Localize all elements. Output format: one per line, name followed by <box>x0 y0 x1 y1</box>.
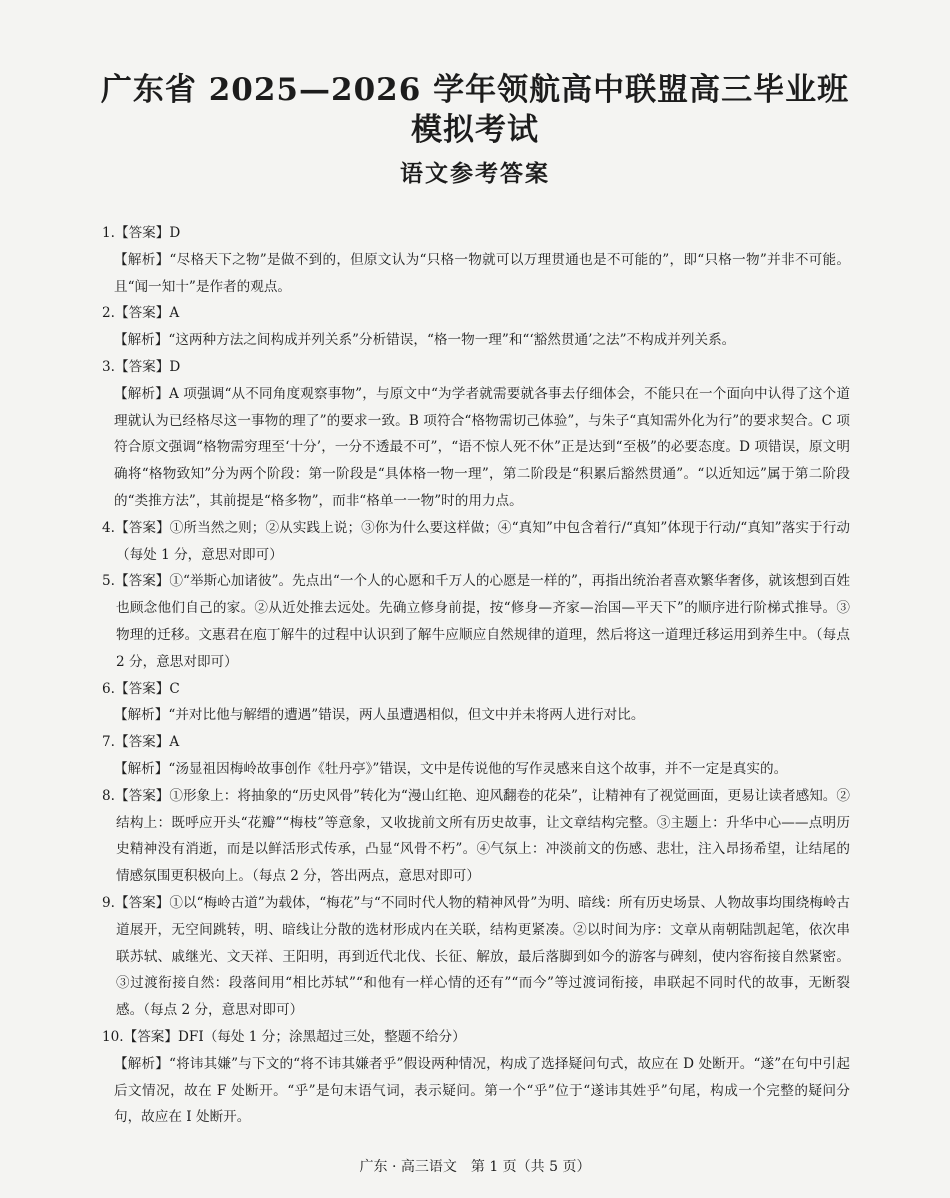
item-number: 2. <box>102 305 115 322</box>
item-answer: 【答案】A <box>114 305 180 322</box>
item-number: 7. <box>102 734 115 751</box>
item-analysis: 【解析】“并对比他与解缙的遭遇”错误，两人虽遭遇相似，但文中并未将两人进行对比。 <box>114 707 645 724</box>
page-footer: 广东 · 高三语文 第 1 页（共 5 页） <box>359 1159 591 1175</box>
answer-item-4 <box>100 515 850 569</box>
item-number: 3. <box>102 358 115 375</box>
item-analysis: 【解析】“将讳其嫌”与下文的“将不讳其嫌者乎”假设两种情况，构成了选择疑问句式，故应在 D 处断开。“遂”在句中引起后文情况，故在 F 处断开。“乎”是句末语气词，表示疑问。第一个“乎”位于“遂讳其姓乎”句尾，构成一个完整的疑问分句，故应在 I 处断开。 <box>114 1055 850 1126</box>
answer-item-5 <box>100 568 850 675</box>
item-answer: 【答案】①形象上：将抽象的“历史风骨”转化为“漫山红艳、迎风翻卷的花朵”，让精神有了视觉画面，更易让读者感知。②结构上：既呼应开头“花瓣”“梅枝”等意象，又收拢前文所有历史故事，让文章结构完整。③主题上：升华中心——点明历史精神没有消逝，而是以鲜活形式传承，凸显“风骨不朽”。④气氛上：冲淡前文的伤感、悲壮，注入昂扬希望，让结尾的情感氛围更积极向上。（每点 2 分，答出两点，意思对即可） <box>114 787 850 885</box>
item-answer: 【答案】①所当然之则；②从实践上说；③你为什么要这样做；④“真知”中包含着行/“真知”体现于行动/“真知”落实于行动（每处 1 分，意思对即可） <box>114 519 850 563</box>
item-analysis: 【解析】A 项强调“从不同角度观察事物”，与原文中“为学者就需要就各事去仔细体会，不能只在一个面向中认得了这个道理就认为已经格尽这一事物的理了”的要求一致。B 项符合“格物需切己体验”，与朱子“真知需外化为行”的要求契合。C 项符合原文强调“格物需穷理至‘十分’，一分不透最不可”，“语不惊人死不休”正是达到“至极”的必要态度。D 项错误，原文明确将“格物致知”分为两个阶段：第一阶段是“具体格一物一理”，第二阶段是“积累后豁然贯通”。“以近知远”属于第二阶段的“类推方法”，其前提是“格多物”，而非“格单一一物”时的用力点。 <box>114 385 850 509</box>
answer-item-7 <box>100 729 850 783</box>
item-answer: 【答案】D <box>114 358 181 375</box>
item-answer: 【答案】D <box>114 225 181 241</box>
answer-list <box>100 220 850 1131</box>
page-subtitle: 语文参考答案 <box>400 160 550 187</box>
answer-item-8 <box>100 783 850 890</box>
answer-item-3 <box>100 354 850 515</box>
answer-item-10 <box>100 1024 850 1131</box>
answer-item-6 <box>100 676 850 730</box>
item-number: 1. <box>102 225 115 241</box>
item-answer: 【答案】①“举斯心加诸彼”。先点出“一个人的心愿和千万人的心愿是一样的”，再指出统治者喜欢繁华奢侈，就该想到百姓也顾念他们自己的家。②从近处推去远处。先确立修身前提，按“修身—齐家—治国—平天下”的顺序进行阶梯式推导。③物理的迁移。文惠君在庖丁解牛的过程中认识到了解牛应顺应自然规律的道理，然后将这一道理迁移运用到养生中。（每点 2 分，意思对即可） <box>114 573 850 670</box>
item-number: 4. <box>102 519 115 536</box>
item-answer: 【答案】A <box>114 734 180 751</box>
page-title: 广东省 2025—2026 学年领航高中联盟高三毕业班模拟考试 <box>100 72 850 148</box>
item-number: 6. <box>102 680 115 697</box>
item-number: 5. <box>102 573 115 590</box>
item-answer: 【答案】DFI（每处 1 分；涂黑超过三处，整题不给分） <box>123 1028 466 1045</box>
answer-item-2 <box>100 300 850 354</box>
item-answer: 【答案】①以“梅岭古道”为载体，“梅花”与“不同时代人物的精神风骨”为明、暗线：所有历史场景、人物故事均围绕梅岭古道展开，无空间跳转，明、暗线让分散的选材形成内在关联，结构更紧凑。②以时间为序：文章从南朝陆凯起笔，依次串联苏轼、戚继光、文天祥、王阳明，再到近代北伐、长征、解放，最后落脚到如今的游客与碑刻，使内容衔接自然紧密。③过渡衔接自然：段落间用“相比苏轼”“和他有一样心情的还有”“而今”等过渡词衔接，串联起不同时代的故事，无断裂感。（每点 2 分，意思对即可） <box>114 894 850 1019</box>
item-number: 9. <box>102 894 115 911</box>
item-analysis: 【解析】“尽格天下之物”是做不到的，但原文认为“只格一物就可以万理贯通也是不可能的”，即“只格一物”并非不可能。且“闻一知十”是作者的观点。 <box>114 251 850 295</box>
item-analysis: 【解析】“这两种方法之间构成并列关系”分析错误，“格一物一理”和“‘豁然贯通’之法”不构成并列关系。 <box>114 332 736 349</box>
item-answer: 【答案】C <box>114 680 180 697</box>
item-number: 8. <box>102 787 115 804</box>
item-analysis: 【解析】“汤显祖因梅岭故事创作《牡丹亭》”错误，文中是传说他的写作灵感来自这个故事，并不一定是真实的。 <box>114 760 788 777</box>
item-number: 10. <box>102 1028 124 1045</box>
answer-item-1 <box>100 220 850 300</box>
answer-item-9 <box>100 890 850 1024</box>
